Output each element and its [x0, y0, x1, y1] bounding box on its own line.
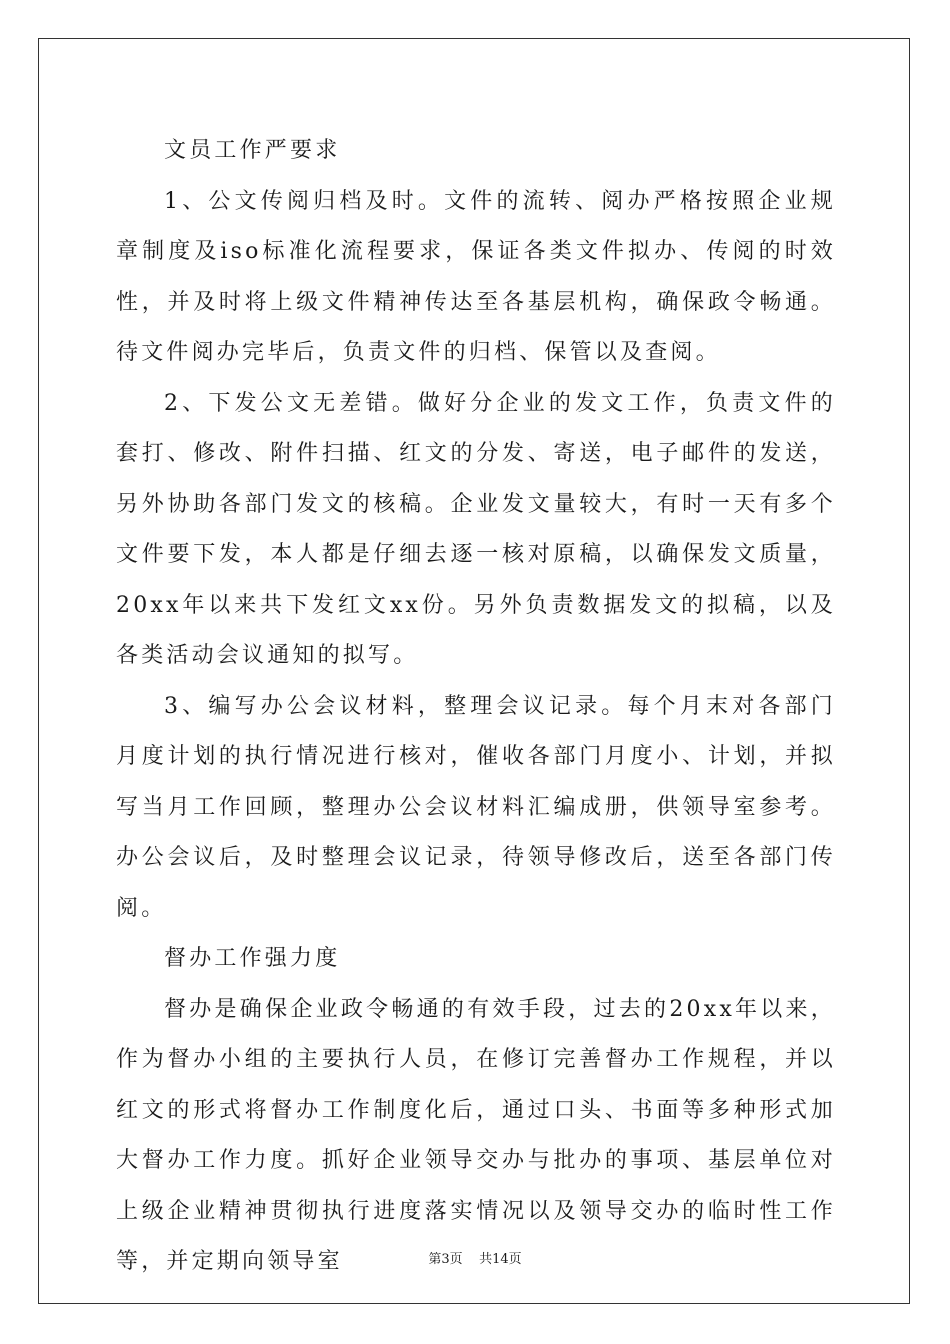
- document-body: [116, 126, 836, 1288]
- paragraph-3: 3、编写办公会议材料，整理会议记录。每个月末对各部门月度计划的执行情况进行核对，催收各部门月度小、计划，并拟写当月工作回顾，整理办公会议材料汇编成册，供领导室参考。办公会议后，及时整理会议记录，待领导修改后，送至各部门传阅。: [116, 693, 836, 921]
- paragraph-2: 2、下发公文无差错。做好分企业的发文工作，负责文件的套打、修改、附件扫描、红文的分发、寄送，电子邮件的发送，另外协助各部门发文的核稿。企业发文量较大，有时一天有多个文件要下发，本人都是仔细去逐一核对原稿，以确保发文质量，20xx年以来共下发红文xx份。另外负责数据发文的拟稿，以及各类活动会议通知的拟写。: [116, 390, 836, 668]
- page-footer: [0, 1248, 950, 1267]
- section-heading-clerk: 文员工作严要求: [164, 138, 341, 163]
- paragraph-4: 督办是确保企业政令畅通的有效手段，过去的20xx年以来，作为督办小组的主要执行人员，在修订完善督办工作规程，并以红文的形式将督办工作制度化后，通过口头、书面等多种形式加大督办工作力度。抓好企业领导交办与批办的事项、基层单位对上级企业精神贯彻执行进度落实情况以及领导交办的临时性工作等，并定期向领导室: [116, 996, 836, 1274]
- page-total: 共14页: [479, 1252, 522, 1267]
- paragraph-1: 1、公文传阅归档及时。文件的流转、阅办严格按照企业规章制度及iso标准化流程要求，保证各类文件拟办、传阅的时效性，并及时将上级文件精神传达至各基层机构，确保政令畅通。待文件阅办完毕后，负责文件的归档、保管以及查阅。: [116, 188, 836, 365]
- section-heading-supervision: 督办工作强力度: [164, 946, 341, 971]
- page-number: 第3页: [428, 1252, 463, 1267]
